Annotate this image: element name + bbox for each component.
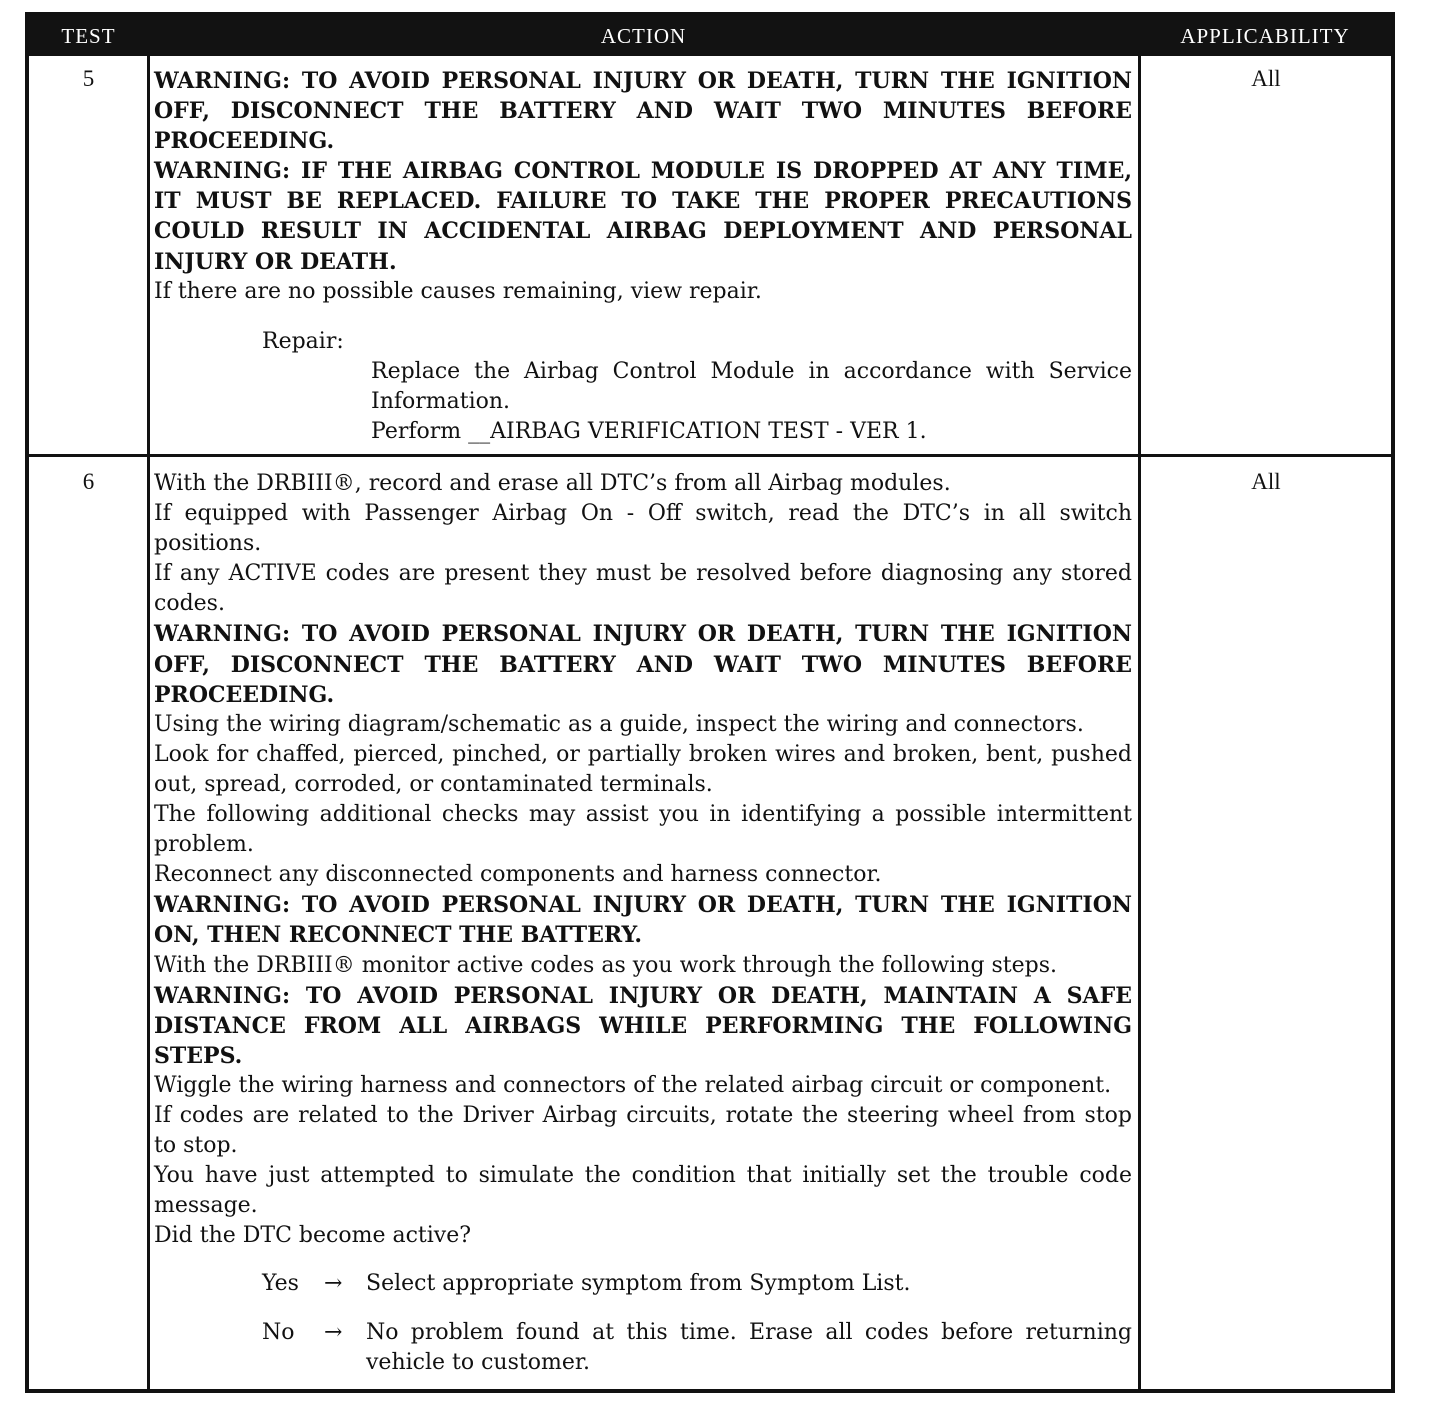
answer-yes-label: Yes xyxy=(262,1271,299,1297)
row-6-line: If codes are related to the Driver Airbag circuits, rotate the steering wheel from stop to stop. xyxy=(154,1102,1132,1159)
row-6-line: Look for chaffed, pierced, pinched, or partially broken wires and broken, bent, pushed out, spread, corroded, or contaminated terminals. xyxy=(154,741,1132,797)
row-5-warning-2: WARNING: IF THE AIRBAG CONTROL MODULE IS DROPPED AT ANY TIME, IT MUST BE REPLACED. FAILURE TO TAKE THE PROPER PRECAUTIONS COULD RESULT IN ACCIDENTAL AIRBAG DEPLOYMENT AND PERSONAL INJURY OR DEATH. xyxy=(154,158,1132,275)
row-divider xyxy=(29,454,1391,457)
column-divider-test xyxy=(147,56,150,1389)
row-6-action xyxy=(154,469,1132,1378)
answer-no-text: No problem found at this time. Erase all codes before returning vehicle to customer. xyxy=(366,1319,1132,1375)
row-6-line: You have just attempted to simulate the condition that initially set the trouble code message. xyxy=(154,1163,1132,1219)
header-applicability: APPLICABILITY xyxy=(1180,24,1350,48)
arrow-right-icon: → xyxy=(324,1319,343,1345)
row-5-repair-label: Repair: xyxy=(262,328,344,354)
row-6-line: If any ACTIVE codes are present they must be resolved before diagnosing any stored codes. xyxy=(154,561,1132,617)
row-6-applicability: All xyxy=(1251,469,1281,494)
row-5-warning-1: WARNING: TO AVOID PERSONAL INJURY OR DEATH, TURN THE IGNITION OFF, DISCONNECT THE BATTERY AND WAIT TWO MINUTES BEFORE PROCEEDING. xyxy=(154,68,1132,155)
row-5-test-number: 5 xyxy=(82,66,95,91)
diagnostic-table xyxy=(25,12,1395,1393)
row-5-repair-line-1: Replace the Airbag Control Module in accordance with Service Information. xyxy=(371,358,1132,414)
header-test: TEST xyxy=(61,24,116,48)
row-6-question: Did the DTC become active? xyxy=(154,1223,472,1249)
row-6-line: Reconnect any disconnected components and harness connector. xyxy=(154,862,882,888)
answer-yes xyxy=(154,1269,1132,1299)
header-action: ACTION xyxy=(600,24,687,48)
answer-no-label: No xyxy=(262,1319,295,1345)
row-6-warning: WARNING: TO AVOID PERSONAL INJURY OR DEATH, TURN THE IGNITION OFF, DISCONNECT THE BATTERY AND WAIT TWO MINUTES BEFORE PROCEEDING. xyxy=(154,621,1132,708)
row-6-line: Wiggle the wiring harness and connectors of the related airbag circuit or component. xyxy=(154,1072,1112,1098)
answer-yes-text: Select appropriate symptom from Symptom List. xyxy=(366,1271,911,1297)
row-5-repair-line-2: Perform __AIRBAG VERIFICATION TEST - VER 1. xyxy=(371,419,927,445)
row-5-applicability: All xyxy=(1251,66,1281,91)
answer-no xyxy=(154,1318,1132,1378)
row-6-line: With the DRBIII® monitor active codes as you work through the following steps. xyxy=(154,952,1058,978)
table-header xyxy=(29,16,1391,56)
arrow-right-icon: → xyxy=(324,1271,343,1297)
row-6-line: With the DRBIII®, record and erase all DTC’s from all Airbag modules. xyxy=(154,471,951,496)
row-6-test-number: 6 xyxy=(82,469,95,494)
row-6-line: The following additional checks may assist you in identifying a possible intermittent problem. xyxy=(154,802,1132,858)
column-divider-applicability xyxy=(1138,56,1141,1389)
row-5-instruction: If there are no possible causes remaining, view repair. xyxy=(154,278,762,304)
row-6-line: Using the wiring diagram/schematic as a guide, inspect the wiring and connectors. xyxy=(154,711,1084,737)
row-6-warning: WARNING: TO AVOID PERSONAL INJURY OR DEATH, MAINTAIN A SAFE DISTANCE FROM ALL AIRBAGS WHILE PERFORMING THE FOLLOWING STEPS. xyxy=(154,982,1132,1069)
row-5-action xyxy=(154,66,1132,447)
row-6-warning: WARNING: TO AVOID PERSONAL INJURY OR DEATH, TURN THE IGNITION ON, THEN RECONNECT THE BATTERY. xyxy=(154,892,1132,949)
row-6-line: If equipped with Passenger Airbag On - Off switch, read the DTC’s in all switch positions. xyxy=(154,501,1132,557)
